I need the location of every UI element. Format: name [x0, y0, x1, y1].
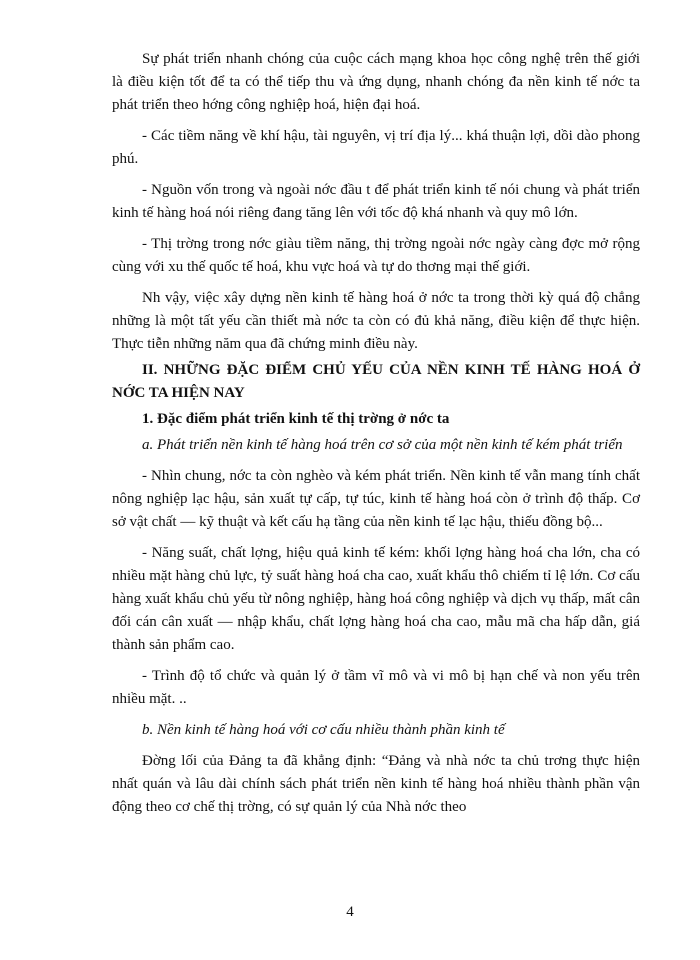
section-heading: II. NHỮNG ĐẶC ĐIỂM CHỦ YẾU CỦA NỀN KINH TẾ HÀNG HOÁ Ở NỚC TA HIỆN NAY — [112, 362, 640, 401]
paragraph: - Năng suất, chất lợng, hiệu quả kinh tế kém: khối lợng hàng hoá cha lớn, cha có nhiều mặt hàng chủ lực, tỷ suất hàng hoá cha cao, xuất khẩu thô chiếm tỉ lệ lớn. Cơ cấu hàng xuất khẩu chủ yếu từ nông nghiệp, hàng hoá công nghiệp và dịch vụ thấp, mất cân đối cán cân xuất — nhập khẩu, chất lợng hàng hoá cha cao, mẫu mã cha hấp dẫn, giá thành sản phẩm cao. — [112, 545, 640, 653]
paragraph: - Thị trờng trong nớc giàu tiềm năng, thị trờng ngoài nớc ngày càng đợc mở rộng cùng với xu thế quốc tế hoá, khu vực hoá và tự do thơng mại thế giới. — [112, 236, 640, 275]
paragraph: Nh vậy, việc xây dựng nền kinh tế hàng hoá ở nớc ta trong thời kỳ quá độ chẳng những là một tất yếu cần thiết mà nớc ta còn có đủ khả năng, điều kiện để thực hiện. Thực tiễn những năm qua đã chứng minh điều này. — [112, 290, 640, 352]
paragraph: Đờng lối của Đảng ta đã khẳng định: “Đảng và nhà nớc ta chủ trơng thực hiện nhất quán và lâu dài chính sách phát triển nền kinh tế hàng hoá nhiều thành phần vận động theo cơ chế thị trờng, có sự quản lý của Nhà nớc theo — [112, 753, 640, 815]
page-number: 4 — [346, 904, 354, 920]
paragraph: - Các tiềm năng về khí hậu, tài nguyên, vị trí địa lý... khá thuận lợi, dồi dào phong phú. — [112, 128, 640, 167]
subsection-a-title: a. Phát triển nền kinh tế hàng hoá trên cơ sở của một nền kinh tế kém phát triển — [142, 437, 623, 453]
subsection-b-title: b. Nền kinh tế hàng hoá với cơ cấu nhiều thành phần kinh tế — [142, 722, 505, 738]
subsection-heading: 1. Đặc điểm phát triển kinh tế thị trờng ở nớc ta — [142, 411, 450, 427]
document-body — [112, 48, 640, 827]
paragraph: Sự phát triển nhanh chóng của cuộc cách mạng khoa học công nghệ trên thế giới là điều kiện tốt để ta có thể tiếp thu và ứng dụng, nhanh chóng đa nền kinh tế nớc ta phát triển theo hớng công nghiệp hoá, hiện đại hoá. — [112, 51, 640, 113]
paragraph: - Nguồn vốn trong và ngoài nớc đầu t để phát triển kinh tế nói chung và phát triển kinh tế hàng hoá nói riêng đang tăng lên với tốc độ khá nhanh và quy mô lớn. — [112, 182, 640, 221]
paragraph: - Nhìn chung, nớc ta còn nghèo và kém phát triển. Nền kinh tế vẫn mang tính chất nông nghiệp lạc hậu, sản xuất tự cấp, tự túc, kinh tế hàng hoá còn ở trình độ thấp. Cơ sở vật chất — kỹ thuật và kết cấu hạ tầng của nền kinh tế lạc hậu, thiếu đồng bộ... — [112, 468, 640, 530]
paragraph: - Trình độ tổ chức và quản lý ở tầm vĩ mô và vi mô bị hạn chế và non yếu trên nhiều mặt. .. — [112, 668, 640, 707]
